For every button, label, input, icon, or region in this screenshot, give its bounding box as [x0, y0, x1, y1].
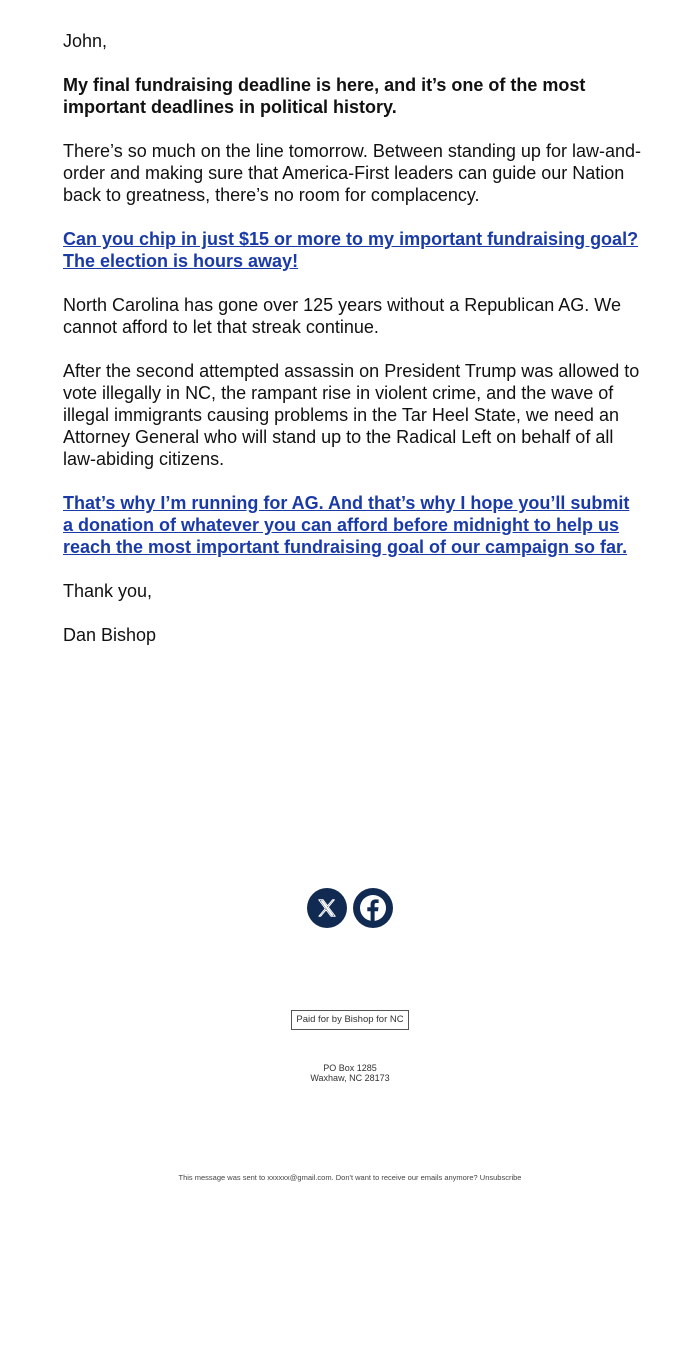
paid-for-disclaimer: [0, 1010, 700, 1030]
greeting: John,: [63, 31, 108, 51]
mailing-address: [0, 1063, 700, 1083]
headline: My final fundraising deadline is here, and it’s one of the most important deadlines in political history.: [63, 75, 586, 117]
unsubscribe-link[interactable]: Unsubscribe: [479, 1173, 522, 1182]
donate-link-submit-donation[interactable]: That’s why I’m running for AG. And that’s why I hope you’ll submit a donation of whatever you can afford before midnight to help us reach the most important fundraising goal of our campaign so far.: [63, 493, 630, 557]
social-links: [0, 888, 700, 928]
signature: Dan Bishop: [63, 625, 157, 645]
email-body: [63, 30, 641, 668]
sent-to-text: This message was sent to xxxxxx@gmail.com. Don't want to receive our emails anymore?: [178, 1173, 478, 1182]
donate-link-chip-in[interactable]: Can you chip in just $15 or more to my important fundraising goal? The election is hours away!: [63, 229, 639, 271]
address-line-1: PO Box 1285: [323, 1063, 377, 1073]
paid-for-box: Paid for by Bishop for NC: [291, 1010, 408, 1030]
footer-notice: [0, 1173, 700, 1183]
body-paragraph: After the second attempted assassin on President Trump was allowed to vote illegally in NC, the rampant rise in violent crime, and the wave of illegal immigrants causing problems in the Tar Heel State, we need an Attorney General who will stand up to the Radical Left on behalf of all law-abiding citizens.: [63, 361, 640, 469]
address-line-2: Waxhaw, NC 28173: [310, 1073, 390, 1083]
closing: Thank you,: [63, 581, 153, 601]
facebook-icon: [357, 892, 389, 924]
x-icon: [316, 897, 338, 919]
body-paragraph: There’s so much on the line tomorrow. Between standing up for law-and-order and making sure that America-First leaders can guide our Nation back to greatness, there’s no room for complacency.: [63, 141, 641, 205]
facebook-social-button[interactable]: [353, 888, 393, 928]
body-paragraph: North Carolina has gone over 125 years without a Republican AG. We cannot afford to let that streak continue.: [63, 295, 621, 337]
x-social-button[interactable]: [307, 888, 347, 928]
